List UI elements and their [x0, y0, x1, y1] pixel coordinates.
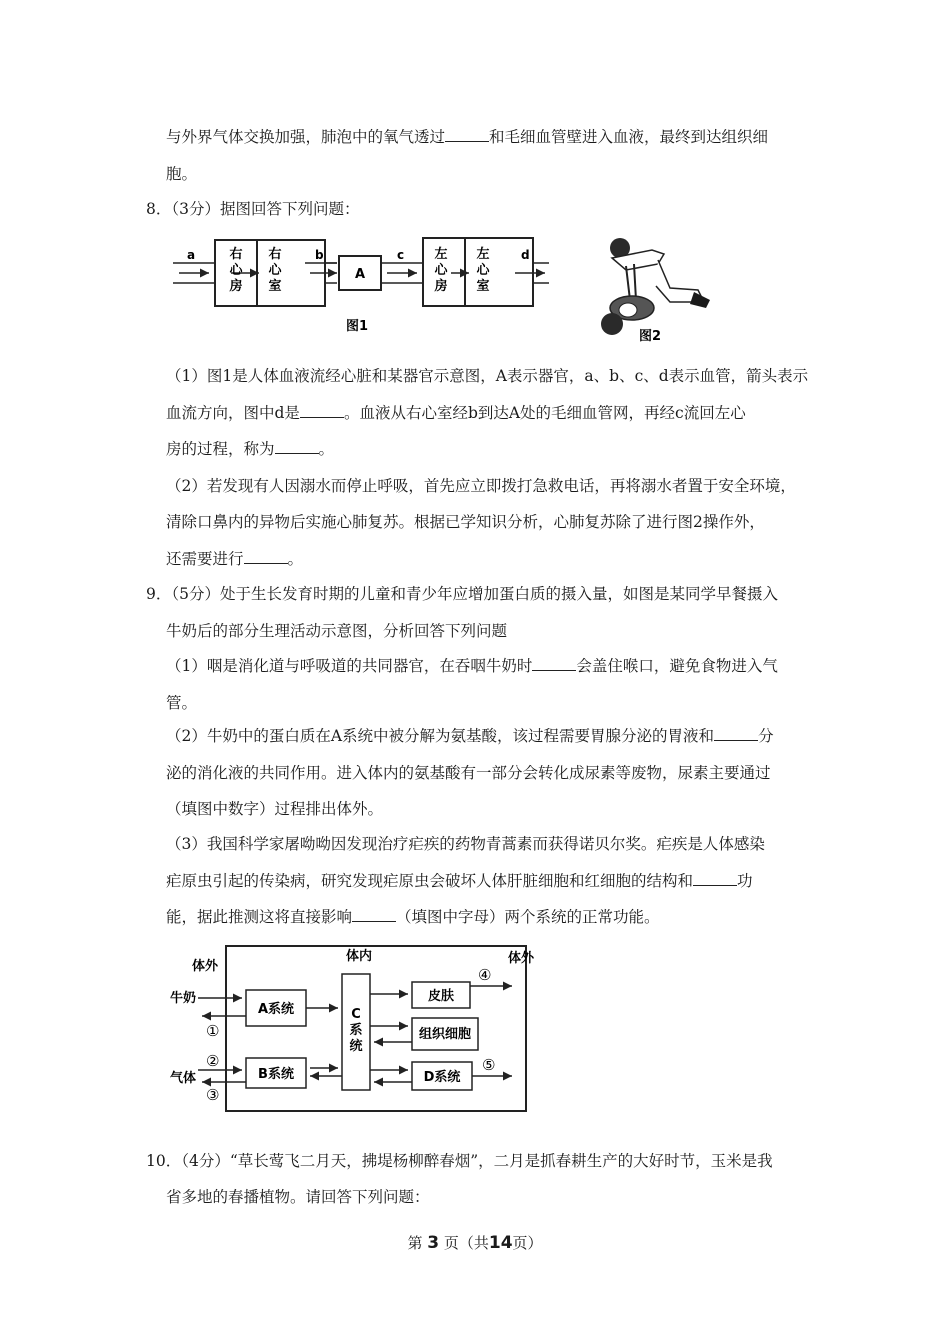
figure-2-cpr-illustration: [586, 230, 716, 345]
tissue-cells-label: 组织细胞: [418, 1027, 472, 1042]
answer-blank[interactable]: [352, 907, 396, 922]
text-line: 还需要进行 。: [166, 550, 304, 568]
right-ventricle-label: 右心室: [268, 247, 282, 294]
answer-blank[interactable]: [300, 403, 344, 418]
question-10-title: 10．（4分）“草长莺飞二月天，拂堤杨柳醉春烟”，二月是抓春耕生产的大好时节，玉米是我: [146, 1152, 773, 1170]
process-4-label: ④: [478, 966, 492, 984]
figure-2-caption: 图2: [638, 329, 662, 344]
text-line: 省多地的春播植物。请回答下列问题：: [166, 1188, 430, 1206]
answer-blank[interactable]: [714, 726, 758, 741]
answer-blank[interactable]: [244, 549, 288, 564]
question-8-title: 8．（3分）据图回答下列问题：: [146, 200, 360, 218]
text-line: 胞。: [166, 165, 198, 183]
text-line: 牛奶后的部分生理活动示意图，分析回答下列问题: [166, 622, 508, 640]
vessel-c-label: c: [397, 248, 405, 262]
vessel-d-label: d: [521, 248, 530, 262]
outside-left-label: 体外: [192, 959, 219, 974]
right-atrium-label: 右心房: [229, 247, 243, 294]
vessel-a-label: a: [187, 248, 196, 262]
left-ventricle-label: 左心室: [476, 247, 490, 294]
text-line: 能，据此推测这将直接影响 （填图中字母）两个系统的正常功能。: [166, 908, 660, 926]
text-line: 泌的消化液的共同作用。进入体内的氨基酸有一部分会转化成尿素等废物，尿素主要通过: [166, 764, 771, 782]
milk-label: 牛奶: [170, 991, 197, 1006]
answer-blank[interactable]: [445, 127, 489, 142]
text-line: 房的过程，称为 。: [166, 440, 335, 458]
outside-right-label: 体外: [508, 951, 535, 966]
process-5-label: ⑤: [482, 1056, 496, 1074]
text-line: 与外界气体交换加强，肺泡中的氧气透过 和毛细血管壁进入血液，最终到达组织细: [166, 128, 769, 146]
process-1-label: ①: [206, 1022, 220, 1040]
text-line: （填图中数字）过程排出体外。: [166, 800, 384, 818]
text-line: （1）咽是消化道与呼吸道的共同器官，在吞咽牛奶时 会盖住喉口，避免食物进入气: [166, 657, 778, 675]
process-3-label: ③: [206, 1086, 220, 1104]
inside-label: 体内: [346, 949, 373, 964]
d-system-label: D系统: [423, 1070, 461, 1085]
text-line: 血流方向，图中d是 。血液从右心室经b到达A处的毛细血管网，再经c流回左心: [166, 404, 746, 422]
b-system-label: B系统: [258, 1067, 294, 1082]
answer-blank[interactable]: [275, 439, 319, 454]
gas-label: 气体: [170, 1071, 197, 1086]
question-9-title: 9．（5分）处于生长发育时期的儿童和青少年应增加蛋白质的摄入量，如图是某同学早餐摄入: [146, 585, 778, 603]
figure-body-systems: [166, 942, 546, 1117]
page-number: 3: [427, 1233, 440, 1253]
left-atrium-label: 左心房: [434, 247, 448, 294]
page-footer: 第 3 页（共14页）: [407, 1233, 543, 1253]
text-line: 清除口鼻内的异物后实施心肺复苏。根据已学知识分析，心肺复苏除了进行图2操作外，: [166, 513, 765, 531]
vessel-b-label: b: [315, 248, 324, 262]
a-system-label: A系统: [257, 1002, 295, 1017]
c-system-label: C 系统: [349, 1007, 363, 1054]
text-line: 管。: [166, 694, 198, 712]
text-line: （2）牛奶中的蛋白质在A系统中被分解为氨基酸，该过程需要胃腺分泌的胃液和 分: [166, 727, 774, 745]
answer-blank[interactable]: [693, 871, 737, 886]
organ-a-label: A: [354, 267, 366, 282]
text-line: （3）我国科学家屠呦呦因发现治疗疟疾的药物青蒿素而获得诺贝尔奖。疟疾是人体感染: [166, 835, 765, 853]
page-total: 14: [488, 1233, 513, 1253]
text-line: 疟原虫引起的传染病，研究发现疟原虫会破坏人体肝脏细胞和红细胞的结构和 功: [166, 872, 753, 890]
text-line: （1）图1是人体血液流经心脏和某器官示意图，A表示器官，a、b、c、d表示血管，箭头表示: [166, 367, 809, 385]
figure-1-circulation: [165, 230, 555, 340]
process-2-label: ②: [206, 1052, 220, 1070]
text-line: （2）若发现有人因溺水而停止呼吸，首先应立即拨打急救电话，再将溺水者置于安全环境，: [166, 477, 796, 495]
skin-label: 皮肤: [427, 989, 455, 1004]
figure-1-caption: 图1: [345, 319, 369, 334]
answer-blank[interactable]: [532, 656, 576, 671]
